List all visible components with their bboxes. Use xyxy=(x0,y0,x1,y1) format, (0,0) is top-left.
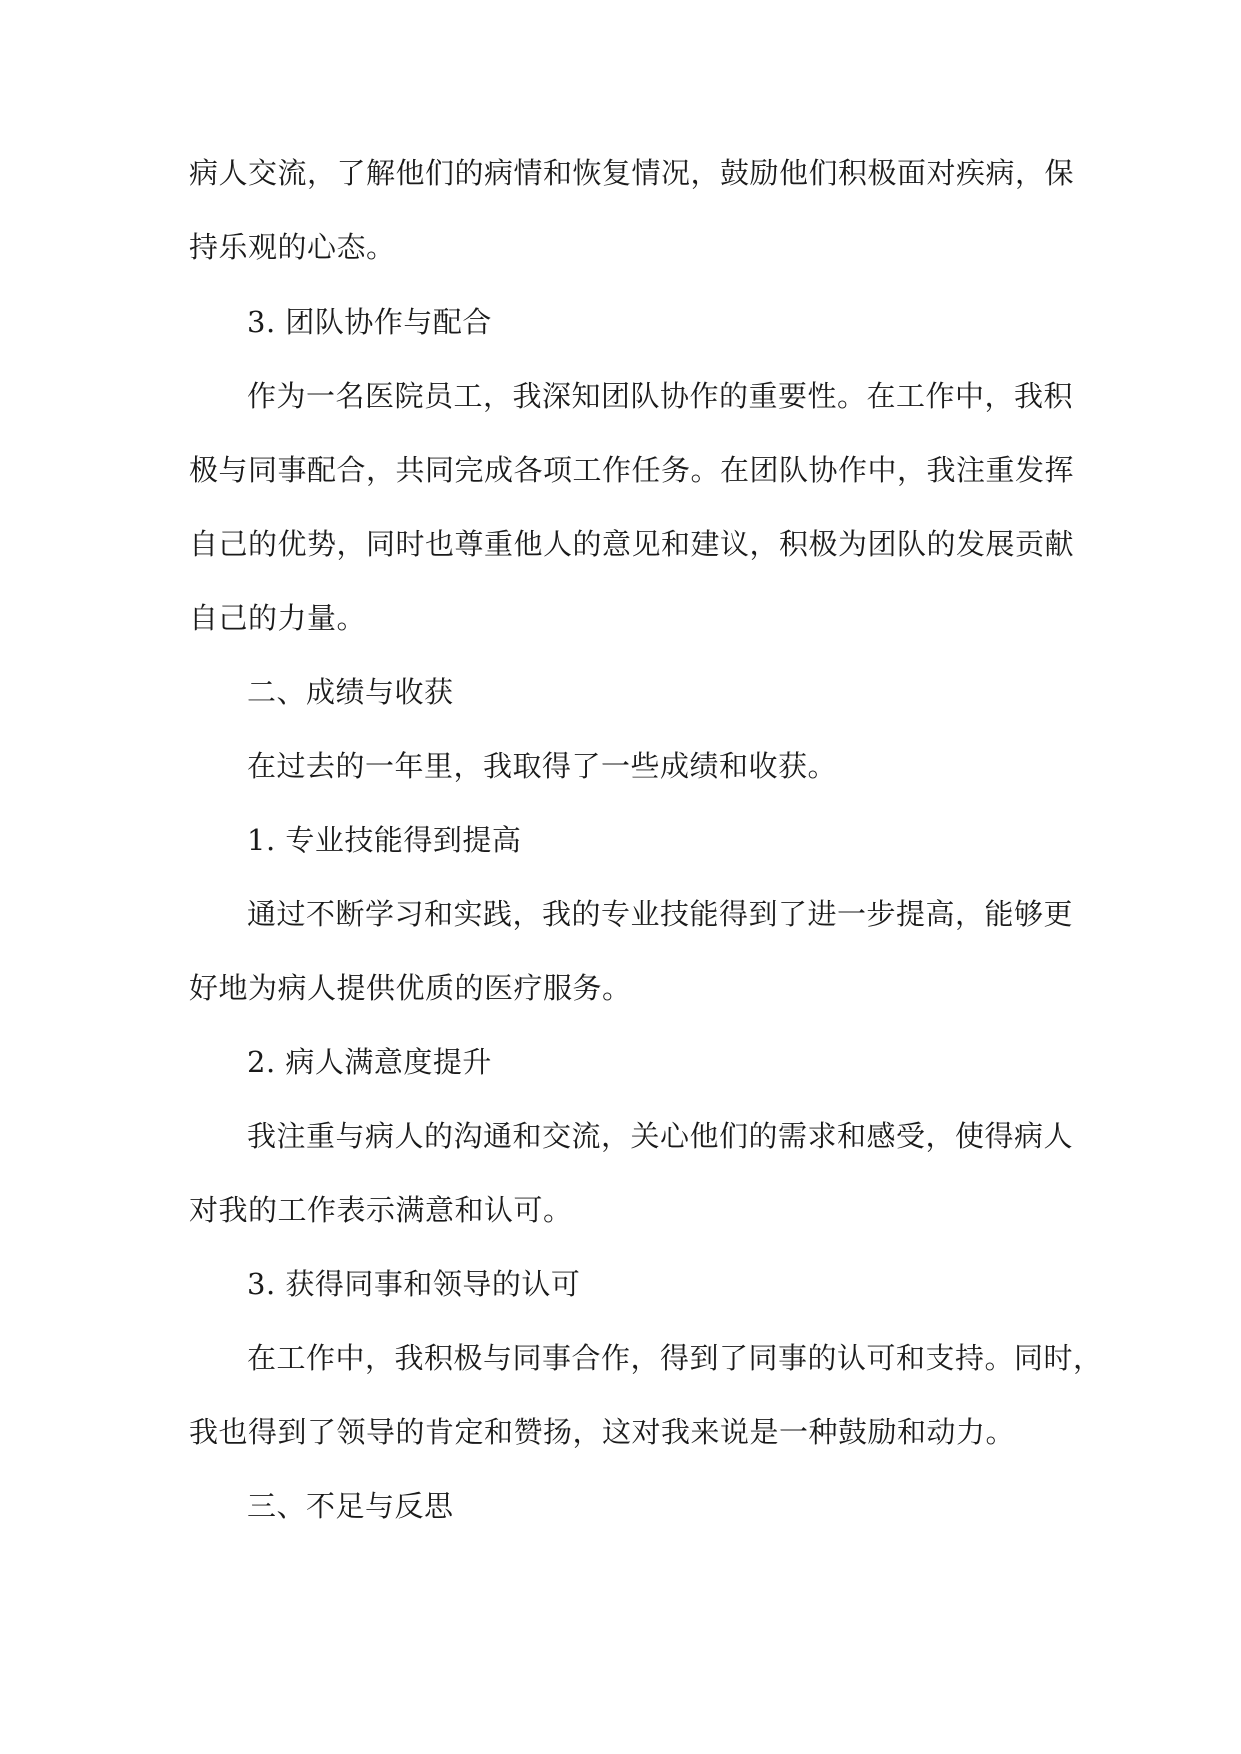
paragraph-line: 我也得到了领导的肯定和赞扬，这对我来说是一种鼓励和动力。 xyxy=(189,1415,1016,1449)
section-heading: 三、不足与反思 xyxy=(247,1489,454,1523)
paragraph-line: 在过去的一年里，我取得了一些成绩和收获。 xyxy=(247,749,838,783)
paragraph-line: 通过不断学习和实践，我的专业技能得到了进一步提高，能够更 xyxy=(247,897,1074,931)
section-subheading: 3. 团队协作与配合 xyxy=(247,305,492,339)
paragraph-line: 好地为病人提供优质的医疗服务。 xyxy=(189,971,632,1005)
paragraph-line: 在工作中，我积极与同事合作，得到了同事的认可和支持。同时， xyxy=(247,1341,1103,1375)
paragraph-line: 我注重与病人的沟通和交流，关心他们的需求和感受，使得病人 xyxy=(247,1119,1074,1153)
paragraph-line: 病人交流，了解他们的病情和恢复情况，鼓励他们积极面对疾病，保 xyxy=(189,156,1075,190)
section-subheading: 3. 获得同事和领导的认可 xyxy=(247,1267,581,1301)
section-heading: 二、成绩与收获 xyxy=(247,675,454,709)
paragraph-line: 极与同事配合，共同完成各项工作任务。在团队协作中，我注重发挥 xyxy=(189,453,1075,487)
paragraph-line: 作为一名医院员工，我深知团队协作的重要性。在工作中，我积 xyxy=(247,379,1074,413)
paragraph-line: 自己的力量。 xyxy=(189,601,367,635)
section-subheading: 1. 专业技能得到提高 xyxy=(247,823,522,857)
section-subheading: 2. 病人满意度提升 xyxy=(247,1045,492,1079)
paragraph-line: 自己的优势，同时也尊重他人的意见和建议，积极为团队的发展贡献 xyxy=(189,527,1075,561)
paragraph-line: 对我的工作表示满意和认可。 xyxy=(189,1193,573,1227)
paragraph-line: 持乐观的心态。 xyxy=(189,230,396,264)
